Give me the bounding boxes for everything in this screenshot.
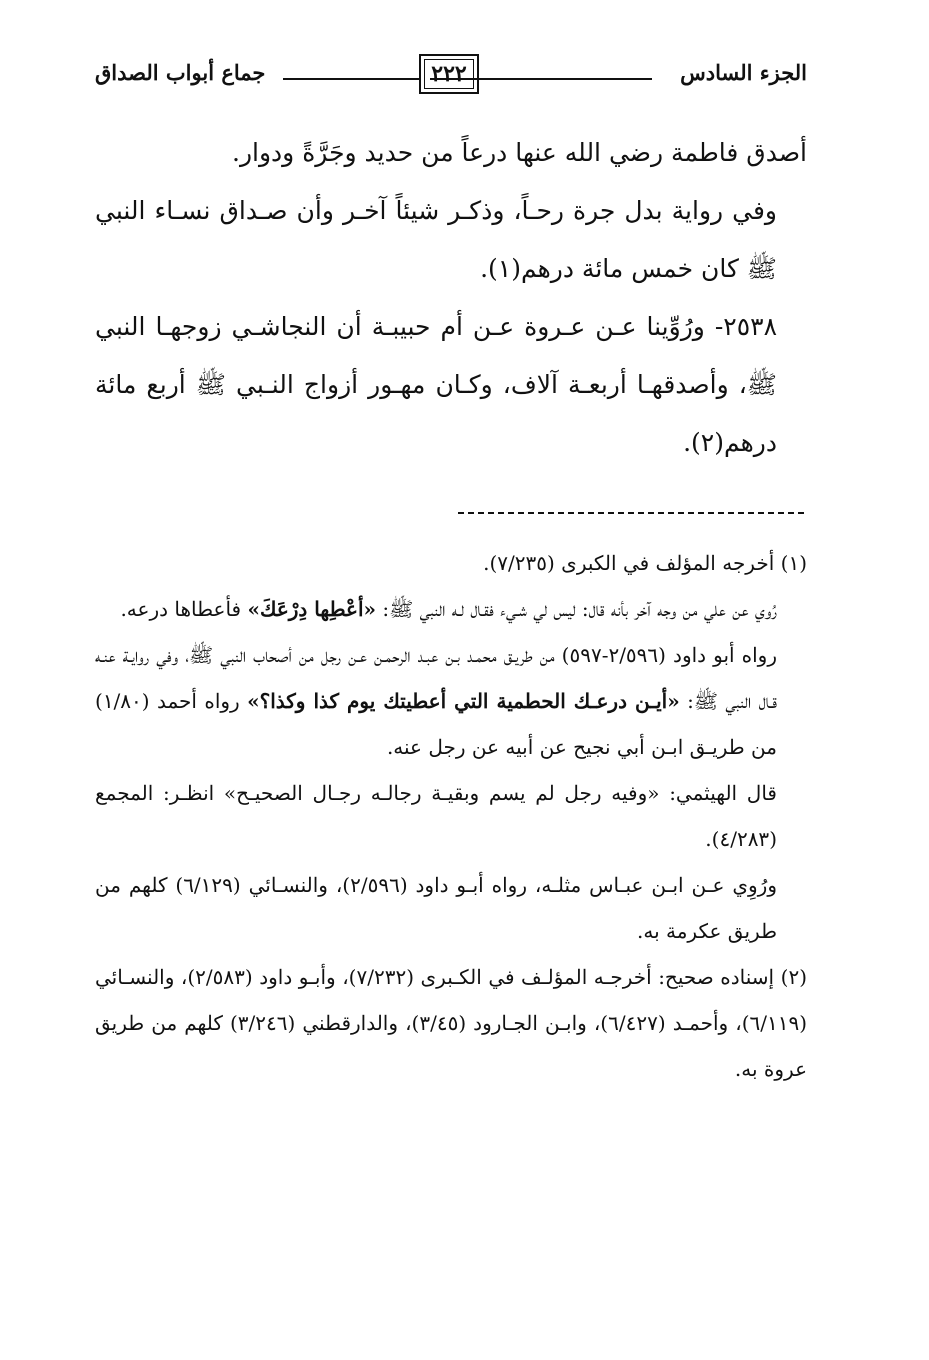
header-rule-left	[283, 78, 419, 80]
footnote-1-para-2	[95, 586, 807, 632]
fn1-p3-text: رواه أبو داود (٢/٥٩٦-٥٩٧) من طريـق محمـد بـن عبـد الرحمـن عـن رجل من أصحاب النبي ﷺ، وفي روايـة عنـه قـال النبي ﷺ:	[95, 643, 777, 713]
page-number-box	[419, 54, 479, 94]
footnote-1-para-4: قال الهيثمي: «وفيه رجل لم يسم وبقيـة رجالـه رجـال الصحيـح» انظـر: المجمع (٤/٢٨٣).	[95, 781, 777, 851]
paragraph-2: وفي رواية بدل جرة رحـاً، وذكـر شيئاً آخـر وأن صـداق نسـاء النبي ﷺ كان خمس مائة درهم(١).	[95, 196, 777, 283]
chapter-title: جماع أبواب الصداق	[95, 60, 266, 85]
fn1-p3-quote: «أيـن درعـك الحطمية التي أعطيتك يوم كذا وكذا؟»	[247, 689, 680, 713]
footnote-1-para-5: ورُوِي عـن ابـن عبـاس مثلـه، رواه أبـو داود (٢/٥٩٦)، والنسـائي (٦/١٢٩) كلهم من طريق عكرمة به.	[95, 873, 777, 943]
footnote-1-para-3	[95, 632, 807, 770]
fn1-p2-tail: فأعطاها درعه.	[120, 597, 248, 621]
paragraph-hadith-2538: ٢٥٣٨- ورُوِّينا عـن عـروة عـن أم حبيبـة أن النجاشـي زوجهـا النبي ﷺ، وأصدقهـا أربعـة آلاف، وكـان مهـور أزواج النـبي ﷺ أربع مائة درهم(٢).	[95, 312, 777, 457]
footnote-2: (٢) إسناده صحيح: أخرجـه المؤلـف في الكـبرى (٧/٢٣٢)، وأبـو داود (٢/٥٨٣)، والنسـائي (٦/١١٩)، وأحمـد (٦/٤٢٧)، وابـن الجـارود (٣/٤٥)، والدارقطني (٣/٢٤٦) كلهم من طريق عروة به.	[95, 965, 808, 1081]
fn1-p2-quote: «أعْطِها دِرْعَكَ»	[247, 597, 377, 621]
page-number: ٢٢٢	[431, 61, 467, 87]
footnote-1: (١) أخرجه المؤلف في الكبرى (٧/٢٣٥).	[483, 551, 807, 575]
fn1-p2-text: رُوي عن علي من وجه آخر بأنه قال: ليس لي شـيء فقـال لـه النبي ﷺ:	[382, 597, 777, 621]
volume-title: الجزء السادس	[680, 60, 807, 85]
fn1-p3-tail: رواه أحمد (١/٨٠) من طريـق ابـن أبي نجيح عن أبيه عن رجل عنه.	[95, 689, 777, 759]
footnotes	[95, 540, 807, 1092]
main-text	[95, 124, 807, 472]
page-header	[95, 52, 807, 98]
paragraph-1: أصدق فاطمة رضي الله عنها درعاً من حديد وجَرَّةً ودوار.	[232, 138, 807, 167]
footnote-separator	[458, 512, 804, 514]
